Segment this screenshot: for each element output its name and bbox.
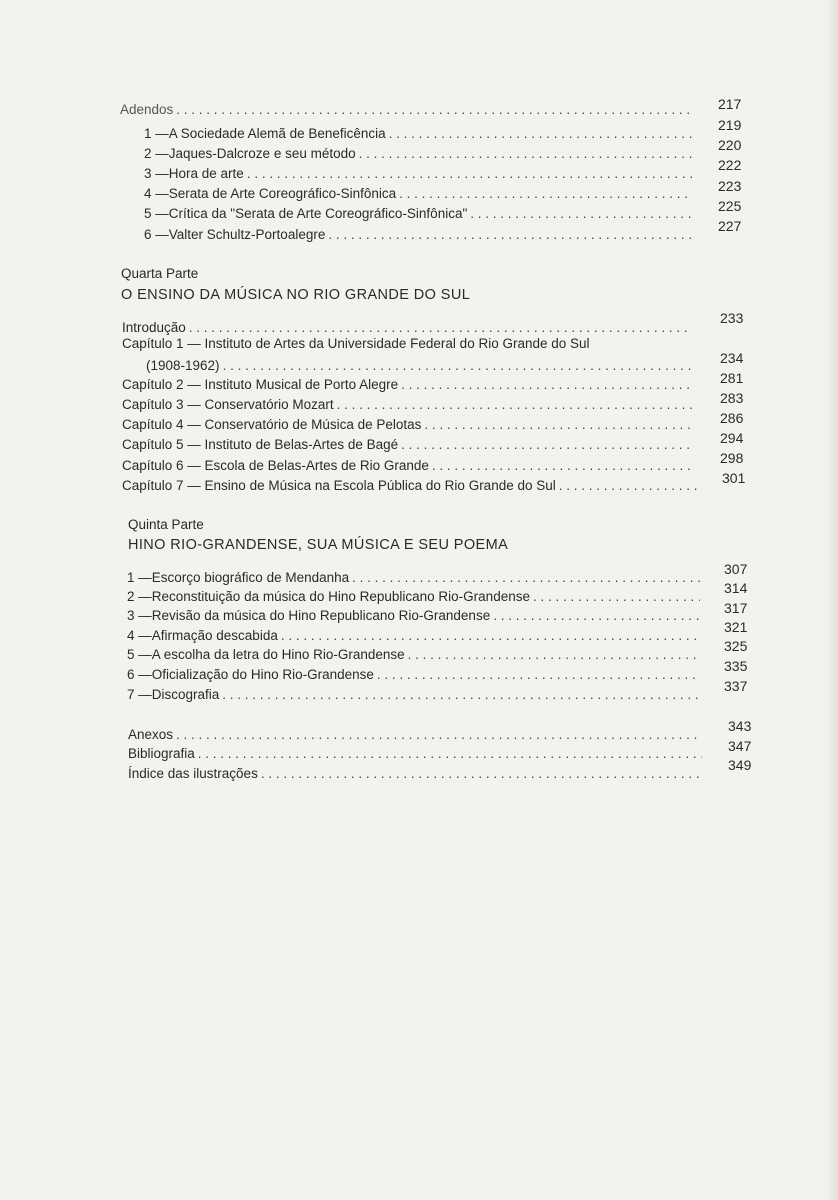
toc-entry-title: Afirmação descabida [151,628,278,643]
toc-entry-title: Revisão da música do Hino Republicano Rio-Grandense [151,608,491,623]
toc-entry-title: Reconstituição da música do Hino Republicano Rio-Grandense [151,589,530,604]
part-label: Quinta Parte [128,517,204,532]
toc-page-number: 349 [728,757,752,773]
toc-page-number: 301 [722,470,746,486]
entry-number: 3 — [127,608,152,623]
entry-number: 1 — [127,570,152,585]
leader-dots [247,166,692,182]
leader-dots [359,146,692,162]
toc-page-number: 343 [728,718,752,734]
toc-entry-continuation [146,358,696,374]
leader-dots [559,478,698,494]
toc-entry-title: (1908-1962) [146,358,220,373]
toc-entry [122,397,696,413]
toc-entry [122,336,698,352]
toc-entry [144,206,696,222]
toc-page-number: 220 [718,137,742,153]
leader-dots [432,458,692,474]
toc-entry-adendos [120,102,696,118]
entry-number: 6 — [127,667,152,682]
leader-dots [470,206,692,222]
toc-entry-title: Introdução [122,320,186,335]
entry-number: 1 — [144,126,169,141]
toc-entry [144,227,696,243]
entry-number: 4 — [144,186,169,201]
toc-entry-title: Capítulo 1 — Instituto de Artes da Universidade Federal do Rio Grande do Sul [122,336,590,351]
toc-page-number: 314 [724,580,748,596]
leader-dots [401,437,692,453]
toc-page-number: 347 [728,738,752,754]
toc-page-number: 325 [724,638,748,654]
entry-number: 3 — [144,166,169,181]
toc-page-number: 286 [720,410,744,426]
toc-entry-title: Bibliografia [128,746,195,761]
toc-entry-title: Jaques-Dalcroze e seu método [168,146,356,161]
toc-entry [144,146,696,162]
leader-dots [408,647,700,663]
leader-dots [493,608,700,624]
toc-page-number: 234 [720,350,744,366]
toc-page-number: 294 [720,430,744,446]
part-title: HINO RIO-GRANDENSE, SUA MÚSICA E SEU POEMA [128,537,509,553]
toc-entry [122,458,696,474]
leader-dots [261,766,702,782]
toc-entry [144,166,696,182]
toc-entry-title: Valter Schultz-Portoalegre [168,227,326,242]
toc-page-number: 225 [718,198,742,214]
toc-entry [122,478,702,494]
toc-page-number: 321 [724,619,748,635]
entry-number: 4 — [127,628,152,643]
toc-entry [144,126,696,142]
toc-entry-title: Adendos [120,102,174,117]
toc-entry [144,186,696,202]
toc-entry [122,377,696,393]
toc-entry-title: Serata de Arte Coreográfico-Sinfônica [168,186,397,201]
leader-dots [189,320,692,336]
page-edge-shadow [828,0,838,1200]
toc-page-number: 217 [718,96,742,112]
toc-entry [127,570,704,586]
toc-page-number: 233 [720,310,744,326]
toc-entry [122,320,696,336]
toc-page-number: 298 [720,450,744,466]
toc-entry-title: Discografia [151,687,220,702]
toc-entry [122,437,696,453]
leader-dots [352,570,700,586]
leader-dots [223,358,692,374]
toc-entry-title: Índice das ilustrações [128,766,258,781]
leader-dots [389,126,692,142]
toc-entry [127,628,704,644]
leader-dots [222,687,700,703]
toc-entry [128,766,706,782]
toc-entry-title: A Sociedade Alemã de Beneficência [168,126,386,141]
toc-page-number: 335 [724,658,748,674]
toc-entry-title: Capítulo 7 — Ensino de Música na Escola Pública do Rio Grande do Sul [122,478,556,493]
toc-entry-title: A escolha da letra do Hino Rio-Grandense [151,647,405,662]
toc-page-number: 283 [720,390,744,406]
leader-dots [424,417,692,433]
toc-entry [127,608,704,624]
toc-page-number: 317 [724,600,748,616]
toc-entry-title: Capítulo 5 — Instituto de Belas-Artes de Bagé [122,437,399,452]
toc-entry-title: Capítulo 3 — Conservatório Mozart [122,397,334,412]
toc-entry [128,746,706,762]
leader-dots [176,727,702,743]
toc-entry-title: Crítica da "Serata de Arte Coreográfico-Sinfônica" [168,206,468,221]
toc-entry [127,667,704,683]
toc-page-number: 337 [724,678,748,694]
leader-dots [281,628,700,644]
toc-entry-title: Capítulo 6 — Escola de Belas-Artes de Rio Grande [122,458,429,473]
toc-entry-title: Escorço biográfico de Mendanha [151,570,350,585]
toc-page-number: 223 [718,178,742,194]
leader-dots [399,186,692,202]
leader-dots [176,102,692,118]
toc-entry [127,687,704,703]
toc-entry-title: Oficialização do Hino Rio-Grandense [151,667,374,682]
entry-number: 5 — [144,206,169,221]
toc-page-number: 222 [718,157,742,173]
leader-dots [328,227,692,243]
toc-entry-title: Anexos [128,727,174,742]
part-label: Quarta Parte [121,266,199,281]
toc-page-number: 227 [718,218,742,234]
toc-entry [127,647,704,663]
toc-page-number: 219 [718,117,742,133]
toc-page-number: 281 [720,370,744,386]
part-title: O ENSINO DA MÚSICA NO RIO GRANDE DO SUL [121,287,471,303]
entry-number: 7 — [127,687,152,702]
entry-number: 5 — [127,647,152,662]
leader-dots [377,667,700,683]
toc-entry [127,589,704,605]
toc-page-number: 307 [724,561,748,577]
toc-entry-title: Capítulo 2 — Instituto Musical de Porto Alegre [122,377,399,392]
leader-dots [401,377,692,393]
leader-dots [337,397,692,413]
toc-entry-title: Capítulo 4 — Conservatório de Música de Pelotas [122,417,422,432]
entry-number: 2 — [144,146,169,161]
leader-dots [198,746,702,762]
toc-entry [128,727,706,743]
toc-entry-title: Hora de arte [168,166,244,181]
entry-number: 2 — [127,589,152,604]
toc-entry [122,417,696,433]
entry-number: 6 — [144,227,169,242]
leader-dots [533,589,700,605]
